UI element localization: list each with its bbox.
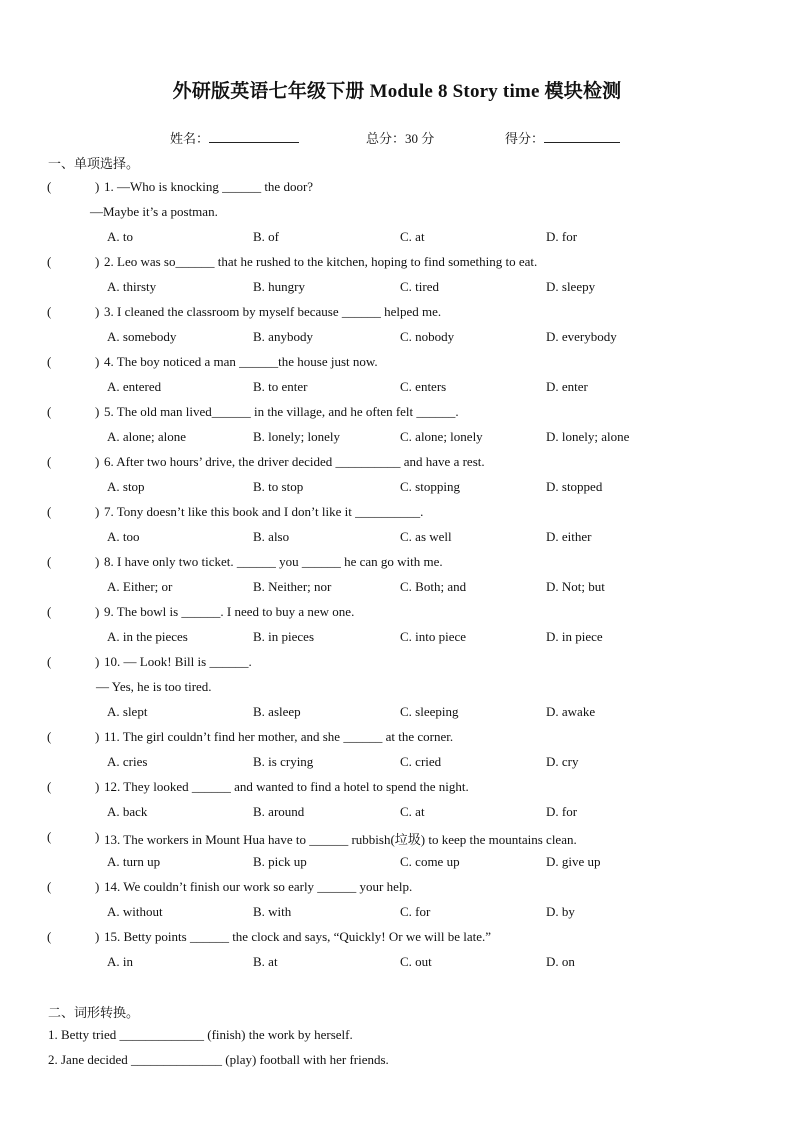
option-a[interactable]: A. in	[107, 954, 133, 969]
score-field	[505, 128, 620, 147]
question-stem: 6. After two hours’ drive, the driver decided __________ and have a rest.	[104, 454, 485, 469]
option-d[interactable]: D. awake	[546, 704, 596, 719]
option-c[interactable]: C. nobody	[400, 329, 455, 344]
option-d[interactable]: D. Not; but	[546, 579, 605, 594]
answer-paren-close: )	[95, 729, 100, 744]
question-stem: 2. Leo was so______ that he rushed to the kitchen, hoping to find something to eat.	[104, 254, 538, 269]
answer-paren-close: )	[95, 504, 100, 519]
option-d[interactable]: D. in piece	[546, 629, 603, 644]
option-d[interactable]: D. lonely; alone	[546, 429, 630, 444]
answer-paren-open[interactable]: (	[47, 454, 52, 469]
answer-paren-open[interactable]: (	[47, 354, 52, 369]
name-blank[interactable]	[209, 130, 299, 143]
word-form-item: 1. Betty tried _____________ (finish) the work by herself.	[48, 1027, 353, 1042]
option-b[interactable]: B. also	[253, 529, 290, 544]
option-a[interactable]: A. to	[107, 229, 133, 244]
option-b[interactable]: B. with	[253, 904, 292, 919]
answer-paren-open[interactable]: (	[47, 879, 52, 894]
question-stem: 12. They looked ______ and wanted to find a hotel to spend the night.	[104, 779, 469, 794]
option-c[interactable]: C. at	[400, 804, 425, 819]
option-a[interactable]: A. stop	[107, 479, 145, 494]
option-d[interactable]: D. cry	[546, 754, 579, 769]
option-c[interactable]: C. stopping	[400, 479, 460, 494]
answer-paren-close: )	[95, 179, 100, 194]
answer-paren-close: )	[95, 779, 100, 794]
answer-paren-open[interactable]: (	[47, 604, 52, 619]
score-blank[interactable]	[544, 130, 620, 143]
answer-paren-open[interactable]: (	[47, 929, 52, 944]
option-b[interactable]: B. to stop	[253, 479, 304, 494]
option-c[interactable]: C. cried	[400, 754, 442, 769]
option-d[interactable]: D. on	[546, 954, 575, 969]
answer-paren-open[interactable]: (	[47, 654, 52, 669]
answer-paren-close: )	[95, 654, 100, 669]
option-a[interactable]: A. in the pieces	[107, 629, 188, 644]
question-stem: 8. I have only two ticket. ______ you ______ he can go with me.	[104, 554, 443, 569]
option-b[interactable]: B. Neither; nor	[253, 579, 332, 594]
option-a[interactable]: A. cries	[107, 754, 148, 769]
option-b[interactable]: B. anybody	[253, 329, 313, 344]
option-c[interactable]: C. for	[400, 904, 431, 919]
question-stem: 15. Betty points ______ the clock and says, “Quickly! Or we will be late.”	[104, 929, 492, 944]
option-b[interactable]: B. hungry	[253, 279, 305, 294]
answer-paren-open[interactable]: (	[47, 254, 52, 269]
option-d[interactable]: D. stopped	[546, 479, 603, 494]
option-a[interactable]: A. Either; or	[107, 579, 173, 594]
answer-paren-open[interactable]: (	[47, 179, 52, 194]
option-c[interactable]: C. sleeping	[400, 704, 459, 719]
option-d[interactable]: D. by	[546, 904, 575, 919]
option-c[interactable]: C. as well	[400, 529, 452, 544]
answer-paren-close: )	[95, 454, 100, 469]
option-c[interactable]: C. out	[400, 954, 432, 969]
option-d[interactable]: D. everybody	[546, 329, 617, 344]
option-b[interactable]: B. lonely; lonely	[253, 429, 341, 444]
section-2-heading: 二、词形转换。	[48, 1005, 140, 1020]
answer-paren-open[interactable]: (	[47, 504, 52, 519]
option-a[interactable]: A. without	[107, 904, 163, 919]
option-c[interactable]: C. tired	[400, 279, 439, 294]
option-a[interactable]: A. alone; alone	[107, 429, 187, 444]
option-b[interactable]: B. in pieces	[253, 629, 315, 644]
answer-paren-open[interactable]: (	[47, 829, 52, 844]
answer-paren-open[interactable]: (	[47, 554, 52, 569]
option-c[interactable]: C. come up	[400, 854, 460, 869]
option-d[interactable]: D. enter	[546, 379, 588, 394]
question-stem: 1. —Who is knocking ______ the door?	[104, 179, 314, 194]
option-a[interactable]: A. too	[107, 529, 140, 544]
answer-paren-close: )	[95, 354, 100, 369]
option-c[interactable]: C. alone; lonely	[400, 429, 483, 444]
option-d[interactable]: D. either	[546, 529, 592, 544]
option-a[interactable]: A. back	[107, 804, 148, 819]
question-stem: 14. We couldn’t finish our work so early ______ your help.	[104, 879, 413, 894]
question-dialogue-reply: —Maybe it’s a postman.	[90, 204, 218, 219]
option-a[interactable]: A. somebody	[107, 329, 177, 344]
answer-paren-close: )	[95, 554, 100, 569]
option-d[interactable]: D. give up	[546, 854, 601, 869]
section-1-heading: 一、单项选择。	[48, 156, 140, 171]
answer-paren-open[interactable]: (	[47, 304, 52, 319]
answer-paren-close: )	[95, 929, 100, 944]
option-c[interactable]: C. into piece	[400, 629, 467, 644]
option-d[interactable]: D. sleepy	[546, 279, 596, 294]
answer-paren-close: )	[95, 404, 100, 419]
question-stem: 11. The girl couldn’t find her mother, and she ______ at the corner.	[104, 729, 454, 744]
option-b[interactable]: B. is crying	[253, 754, 314, 769]
option-d[interactable]: D. for	[546, 804, 578, 819]
question-stem: 13. The workers in Mount Hua have to ______ rubbish(垃圾) to keep the mountains clean.	[104, 832, 577, 847]
question-stem: 5. The old man lived______ in the village, and he often felt ______.	[104, 404, 459, 419]
answer-paren-close: )	[95, 604, 100, 619]
option-c[interactable]: C. enters	[400, 379, 447, 394]
option-d[interactable]: D. for	[546, 229, 578, 244]
answer-paren-open[interactable]: (	[47, 404, 52, 419]
question-stem: 9. The bowl is ______. I need to buy a new one.	[104, 604, 355, 619]
question-dialogue-reply: — Yes, he is too tired.	[96, 679, 212, 694]
question-stem: 10. — Look! Bill is ______.	[104, 654, 252, 669]
page-title: 外研版英语七年级下册 Module 8 Story time 模块检测	[172, 81, 622, 102]
option-b[interactable]: B. to enter	[253, 379, 308, 394]
option-c[interactable]: C. at	[400, 229, 425, 244]
answer-paren-close: )	[95, 879, 100, 894]
option-a[interactable]: A. turn up	[107, 854, 161, 869]
word-form-item: 2. Jane decided ______________ (play) football with her friends.	[48, 1052, 389, 1067]
answer-paren-close: )	[95, 829, 100, 844]
option-a[interactable]: A. entered	[107, 379, 162, 394]
total-score: 总分：30 分	[366, 131, 435, 146]
option-b[interactable]: B. of	[253, 229, 279, 244]
name-field	[170, 128, 299, 147]
option-b[interactable]: B. asleep	[253, 704, 301, 719]
option-b[interactable]: B. at	[253, 954, 278, 969]
option-b[interactable]: B. pick up	[253, 854, 307, 869]
option-c[interactable]: C. Both; and	[400, 579, 467, 594]
option-a[interactable]: A. slept	[107, 704, 148, 719]
answer-paren-open[interactable]: (	[47, 729, 52, 744]
option-a[interactable]: A. thirsty	[107, 279, 157, 294]
score-label: 得分：	[505, 131, 545, 146]
answer-paren-close: )	[95, 304, 100, 319]
question-stem: 3. I cleaned the classroom by myself because ______ helped me.	[104, 304, 442, 319]
question-stem: 7. Tony doesn’t like this book and I don’t like it __________.	[104, 504, 424, 519]
option-b[interactable]: B. around	[253, 804, 305, 819]
answer-paren-open[interactable]: (	[47, 779, 52, 794]
question-stem: 4. The boy noticed a man ______the house just now.	[104, 354, 378, 369]
name-label: 姓名：	[170, 131, 210, 146]
answer-paren-close: )	[95, 254, 100, 269]
